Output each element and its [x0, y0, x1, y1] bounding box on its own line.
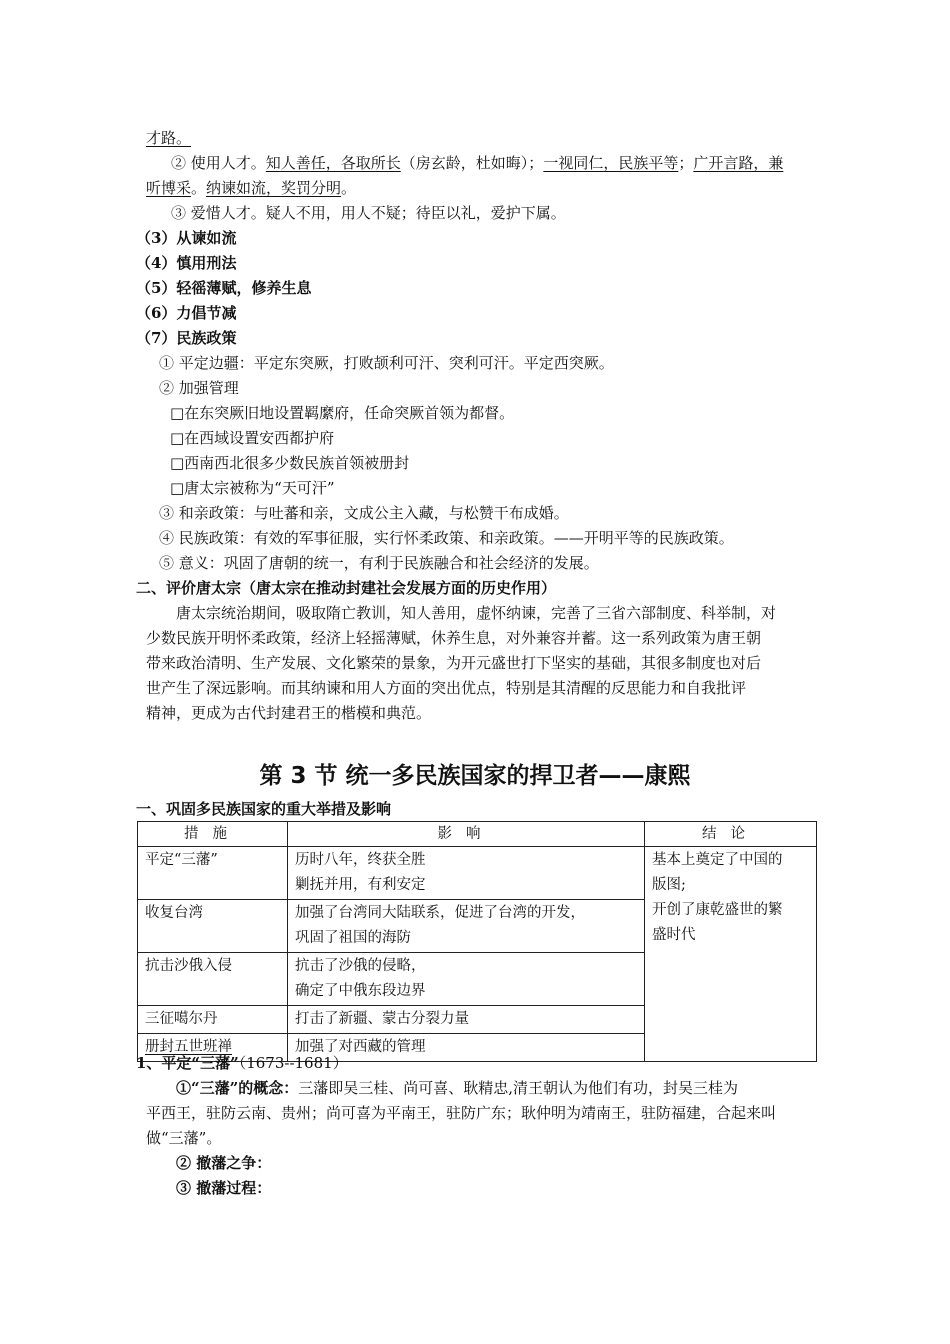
underlined-text: 一视同仁，民族平等 — [543, 154, 679, 172]
column-header — [138, 822, 288, 847]
text-line: ④ 民族政策：有效的军事征服，实行怀柔政策、和亲政策。——开明平等的民族政策。 — [159, 529, 734, 547]
sub-heading-years: （1673--1681） — [238, 1054, 348, 1072]
text-line: ③ 和亲政策：与吐蕃和亲，文成公主入藏，与松赞干布成婚。 — [159, 504, 569, 522]
text-line: ③ 爱惜人才。疑人不用，用人不疑；待臣以礼，爱护下属。 — [171, 204, 566, 222]
conclusion-line: 盛时代 — [652, 927, 696, 943]
heading: （6）力倡节减 — [136, 304, 237, 322]
table-header-row — [138, 822, 817, 847]
item-label: ② 使用人才。 — [171, 154, 266, 172]
checkbox-item: □在西域设置安西都护府 — [170, 429, 335, 447]
effect-cell — [288, 900, 645, 953]
heading: （3）从谏如流 — [136, 229, 237, 247]
text-line: 平西王，驻防云南、贵州；尚可喜为平南王，驻防广东；耿仲明为靖南王，驻防福建，合起来叫 — [146, 1104, 777, 1122]
effect-cell — [288, 953, 645, 1006]
underlined-text: 册封五世班禅 — [145, 1039, 232, 1055]
effect-cell: 打击了新疆、蒙古分裂力量 — [288, 1006, 645, 1034]
text-line — [176, 1078, 738, 1098]
text-line: 做“三藩”。 — [146, 1129, 222, 1147]
text: 。 — [341, 179, 357, 197]
effect-line: 剿抚并用，有利安定 — [295, 877, 426, 893]
text-line — [146, 178, 356, 198]
text-line: ② 加强管理 — [159, 379, 239, 397]
measures-table — [137, 821, 817, 1062]
paragraph-line: 精神，更成为古代封建君王的楷模和典范。 — [146, 704, 432, 722]
effect-cell: 加强了对西藏的管理 — [288, 1034, 645, 1062]
effect-cell — [288, 847, 645, 900]
checkbox-item: □西南西北很多少数民族首领被册封 — [170, 454, 410, 472]
header-text: 措施 — [184, 826, 241, 842]
checkbox-item: □唐太宗被称为“天可汗” — [170, 479, 335, 497]
text-line — [171, 153, 783, 173]
header-text: 结论 — [702, 826, 759, 842]
effect-line: 历时八年，终获全胜 — [295, 852, 426, 868]
sub-item: ③ 撤藩过程： — [176, 1179, 272, 1197]
paragraph-line: 带来政治清明、生产发展、文化繁荣的景象，为开元盛世打下坚实的基础，其很多制度也对后 — [146, 654, 762, 672]
underlined-text: 广开言路，兼 — [693, 154, 784, 172]
heading: （4）慎用刑法 — [136, 254, 237, 272]
header-text: 影响 — [437, 826, 495, 842]
measure-cell: 平定“三藩” — [138, 847, 288, 900]
sub-heading-title: 1、平定“三藩” — [136, 1054, 239, 1072]
underlined-text: 纳谏如流，奖罚分明 — [206, 179, 342, 197]
effect-line: 加强了台湾同大陆联系，促进了台湾的开发， — [295, 905, 585, 921]
underlined-text: 听博采 — [146, 179, 192, 197]
text: ； — [678, 154, 694, 172]
text-line: ① 平定边疆：平定东突厥，打败颉利可汗、突利可汗。平定西突厥。 — [159, 354, 614, 372]
effect-line: 确定了中俄东段边界 — [295, 983, 426, 999]
sub-item: ② 撤藩之争： — [176, 1154, 272, 1172]
sub-heading — [136, 1053, 348, 1073]
section-heading: 一、巩固多民族国家的重大举措及影响 — [136, 800, 392, 818]
underlined-text: 知人善任，各取所长 — [265, 154, 401, 172]
text: （房玄龄，杜如晦）； — [400, 154, 544, 172]
measure-cell: 抗击沙俄入侵 — [138, 953, 288, 1006]
conclusion-line: 基本上奠定了中国的 — [652, 852, 783, 868]
paragraph-line: 世产生了深远影响。而其纳谏和用人方面的突出优点，特别是其清醒的反思能力和自我批评 — [146, 679, 747, 697]
paragraph-line: 少数民族开明怀柔政策，经济上轻摇薄赋，休养生息，对外兼容并蓄。这一系列政策为唐王朝 — [146, 629, 762, 647]
text-line — [146, 128, 191, 148]
text: 。 — [191, 179, 207, 197]
effect-line: 巩固了祖国的海防 — [295, 930, 411, 946]
heading: （5）轻徭薄赋，修养生息 — [136, 279, 312, 297]
text: 三藩即吴三桂、尚可喜、耿精忠,清王朝认为他们有功，封吴三桂为 — [298, 1079, 739, 1097]
conclusion-line: 开创了康乾盛世的繁 — [652, 902, 783, 918]
column-header — [288, 822, 645, 847]
term-label: ①“三藩”的概念： — [176, 1079, 299, 1097]
section-heading: 二、评价唐太宗（唐太宗在推动封建社会发展方面的历史作用） — [136, 579, 557, 597]
checkbox-item: □在东突厥旧地设置羁縻府，任命突厥首领为都督。 — [170, 404, 515, 422]
effect-line: 抗击了沙俄的侵略， — [295, 958, 426, 974]
column-header — [645, 822, 817, 847]
heading: （7）民族政策 — [136, 329, 237, 347]
table-row — [138, 847, 817, 900]
conclusion-cell — [645, 847, 817, 1062]
text-line: ⑤ 意义：巩固了唐朝的统一，有利于民族融合和社会经济的发展。 — [159, 554, 599, 572]
paragraph-line: 唐太宗统治期间，吸取隋亡教训，知人善用，虚怀纳谏，完善了三省六部制度、科举制，对 — [176, 604, 777, 622]
underlined-text: 才路。 — [146, 129, 192, 147]
conclusion-line: 版图; — [652, 877, 686, 893]
section-title: 第 3 节 统一多民族国家的捍卫者——康熙 — [259, 763, 691, 789]
measure-cell: 三征噶尔丹 — [138, 1006, 288, 1034]
measure-cell: 收复台湾 — [138, 900, 288, 953]
